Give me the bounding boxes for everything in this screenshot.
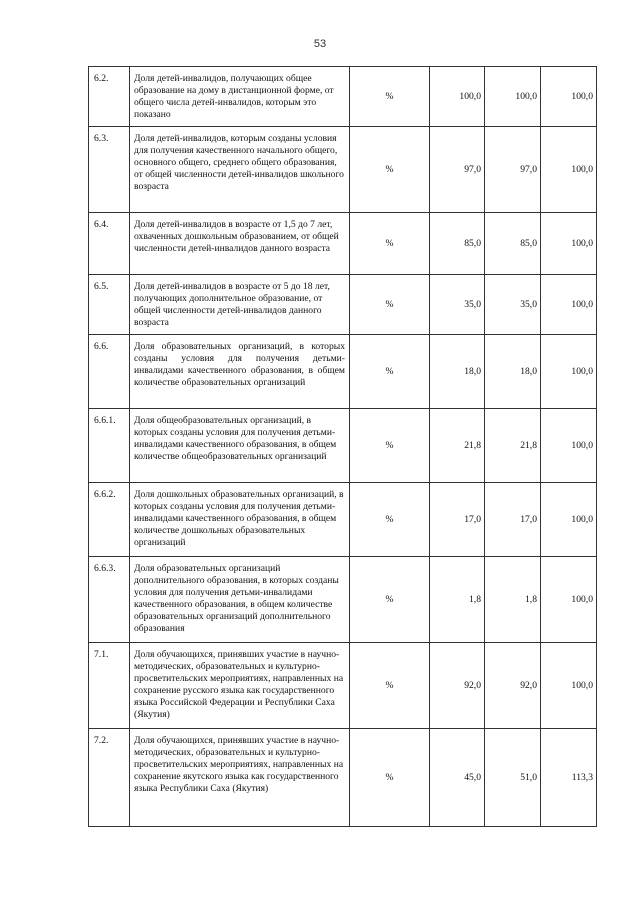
value-cell-1: 85,0 [430, 213, 485, 275]
value-cell-3: 100,0 [541, 213, 597, 275]
indicator-description: Доля общеобразовательных организаций, в которых созданы условия для получения детьми-инвалидами качественного образования, в общем количестве общеобразовательных организаций [130, 409, 350, 483]
unit-cell: % [350, 483, 430, 557]
table-row [89, 275, 597, 335]
table-row [89, 729, 597, 827]
value-cell-2: 97,0 [485, 127, 541, 213]
unit-cell: % [350, 729, 430, 827]
value-cell-1: 1,8 [430, 557, 485, 643]
value-cell-1: 35,0 [430, 275, 485, 335]
value-cell-3: 100,0 [541, 557, 597, 643]
row-number: 6.4. [89, 213, 130, 275]
unit-cell: % [350, 275, 430, 335]
table-row [89, 483, 597, 557]
unit-cell: % [350, 67, 430, 127]
value-cell-2: 1,8 [485, 557, 541, 643]
value-cell-1: 21,8 [430, 409, 485, 483]
value-cell-2: 51,0 [485, 729, 541, 827]
table-row [89, 213, 597, 275]
indicator-description: Доля обучающихся, принявших участие в научно-методических, образовательных и культурно-просветительских мероприятиях, направленных на сохранение якутского языка как государственного языка Республики Саха (Якутия) [130, 729, 350, 827]
indicator-description: Доля дошкольных образовательных организаций, в которых созданы условия для получения детьми-инвалидами качественного образования, в общем количестве дошкольных образовательных организаций [130, 483, 350, 557]
indicators-table [88, 66, 597, 827]
indicator-description: Доля детей-инвалидов в возрасте от 1,5 до 7 лет, охваченных дошкольным образованием, от общей численности детей-инвалидов данного возраста [130, 213, 350, 275]
table-row [89, 557, 597, 643]
value-cell-3: 100,0 [541, 409, 597, 483]
unit-cell: % [350, 335, 430, 409]
row-number: 6.6.3. [89, 557, 130, 643]
value-cell-3: 100,0 [541, 67, 597, 127]
indicator-description: Доля детей-инвалидов, которым созданы условия для получения качественного начального общего, основного общего, среднего общего образования, от общей численности детей-инвалидов школьного возраста [130, 127, 350, 213]
indicator-description: Доля детей-инвалидов, получающих общее образование на дому в дистанционной форме, от общего числа детей-инвалидов, которым это показано [130, 67, 350, 127]
indicator-description: Доля детей-инвалидов в возрасте от 5 до 18 лет, получающих дополнительное образование, от общей численности детей-инвалидов данного возраста [130, 275, 350, 335]
indicator-description: Доля обучающихся, принявших участие в научно-методических, образовательных и культурно-просветительских мероприятиях, направленных на сохранение русского языка как государственного языка Российской Федерации и Республики Саха (Якутия) [130, 643, 350, 729]
value-cell-1: 100,0 [430, 67, 485, 127]
table-row [89, 335, 597, 409]
indicator-description: Доля образовательных организаций, в которых созданы условия для получения детьми-инвалидами качественного образования, в общем количестве образовательных организаций [130, 335, 350, 409]
value-cell-2: 21,8 [485, 409, 541, 483]
unit-cell: % [350, 643, 430, 729]
value-cell-2: 18,0 [485, 335, 541, 409]
row-number: 6.6.1. [89, 409, 130, 483]
row-number: 6.3. [89, 127, 130, 213]
value-cell-2: 35,0 [485, 275, 541, 335]
value-cell-2: 100,0 [485, 67, 541, 127]
unit-cell: % [350, 409, 430, 483]
value-cell-2: 92,0 [485, 643, 541, 729]
value-cell-1: 45,0 [430, 729, 485, 827]
value-cell-3: 100,0 [541, 275, 597, 335]
value-cell-3: 100,0 [541, 643, 597, 729]
value-cell-2: 17,0 [485, 483, 541, 557]
page-number: 53 [313, 38, 327, 50]
value-cell-3: 100,0 [541, 127, 597, 213]
row-number: 6.6.2. [89, 483, 130, 557]
value-cell-1: 18,0 [430, 335, 485, 409]
row-number: 6.6. [89, 335, 130, 409]
value-cell-1: 97,0 [430, 127, 485, 213]
indicator-description: Доля образовательных организаций дополнительного образования, в которых созданы условия для получения детьми-инвалидами качественного образования, в общем количестве образовательных организаций дополнительного образования [130, 557, 350, 643]
table-row [89, 409, 597, 483]
value-cell-3: 100,0 [541, 335, 597, 409]
unit-cell: % [350, 557, 430, 643]
value-cell-2: 85,0 [485, 213, 541, 275]
unit-cell: % [350, 213, 430, 275]
value-cell-3: 113,3 [541, 729, 597, 827]
table-row [89, 127, 597, 213]
table-row [89, 643, 597, 729]
unit-cell: % [350, 127, 430, 213]
row-number: 7.1. [89, 643, 130, 729]
value-cell-3: 100,0 [541, 483, 597, 557]
table-row [89, 67, 597, 127]
row-number: 6.5. [89, 275, 130, 335]
row-number: 6.2. [89, 67, 130, 127]
value-cell-1: 92,0 [430, 643, 485, 729]
row-number: 7.2. [89, 729, 130, 827]
value-cell-1: 17,0 [430, 483, 485, 557]
